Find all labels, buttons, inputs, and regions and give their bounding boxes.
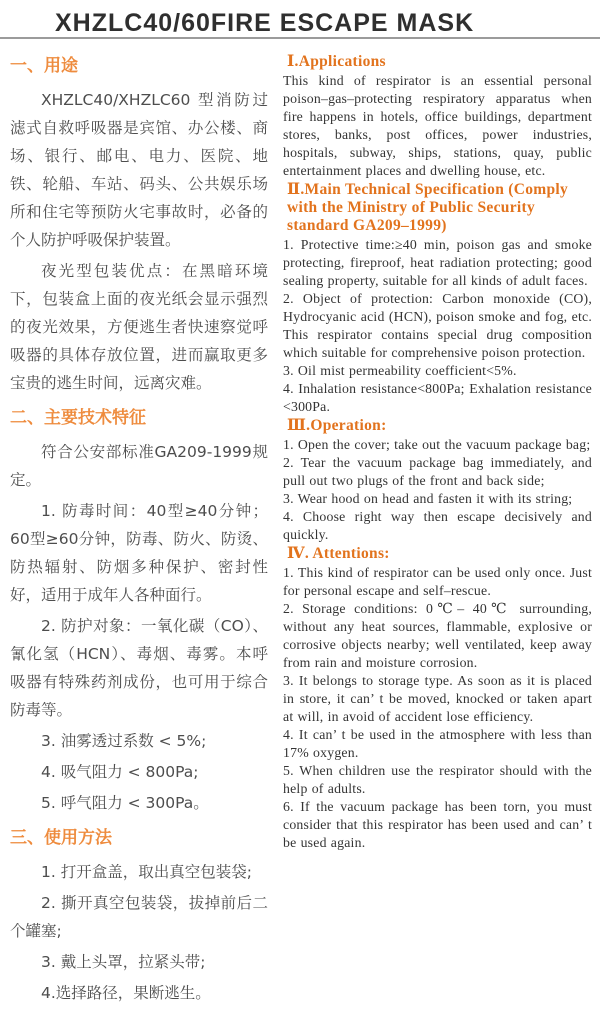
paragraph: 2. Object of protection: Carbon monoxide (CO), Hydrocyanic acid (HCN), poison smoke and fog, etc. This respirator contains special drug composition which suitable for comprehensive poison protection. (283, 291, 592, 360)
paragraph: 4. It can’ t be used in the atmosphere with less than 17% oxygen. (283, 727, 592, 760)
page-title: XHZLC40/60FIRE ESCAPE MASK (55, 9, 475, 37)
cn-section-specs (10, 407, 268, 817)
paragraph: 3. Oil mist permeability coefficient<5%. (283, 363, 517, 378)
paragraph: 2. 撕开真空包装袋，拔掉前后二个罐塞; (10, 894, 268, 940)
section-heading: Ⅳ. Attentions: (287, 545, 390, 562)
paragraph: 4. 吸气阻力 < 800Pa; (41, 763, 199, 781)
section-heading: Ⅲ.Operation: (287, 417, 387, 434)
document-header (0, 0, 600, 39)
cn-section-instructions (10, 827, 268, 1007)
paragraph: 6. If the vacuum package has been torn, you must consider that this respirator has been used and can’ t be used again. (283, 799, 592, 850)
en-section-attentions (283, 545, 592, 852)
section-heading: 二、主要技术特征 (10, 408, 146, 428)
paragraph: 1. 打开盒盖，取出真空包装袋; (41, 863, 252, 881)
paragraph: 3. 油雾透过系数 < 5%; (41, 732, 207, 750)
paragraph: 4. Choose right way then escape decisively and quickly. (283, 509, 592, 542)
section-heading: 一、用途 (10, 56, 78, 76)
paragraph: 5. 呼气阻力 < 300Pa。 (41, 794, 209, 812)
paragraph: 2. Storage conditions: 0℃– 40℃ surrounding, without any heat sources, flammable, explosive or corrosive objects nearby; well ventilated, keep away from rain and moisture corrosion. (283, 601, 592, 670)
paragraph: 4.选择路径，果断逃生。 (41, 984, 211, 1002)
paragraph: 2. 防护对象：一氧化碳（CO）、氰化氢（HCN）、毒烟、毒雾。本呼吸器有特殊药剂成份，也可用于综合防毒等。 (10, 617, 268, 719)
paragraph: 夜光型包装优点：在黑暗环境下，包装盒上面的夜光纸会显示强烈的夜光效果，方便逃生者快速察觉呼吸器的具体存放位置，进而赢取更多宝贵的逃生时间，远离灾难。 (10, 262, 268, 392)
paragraph: This kind of respirator is an essential personal poison–gas–protecting respiratory apparatus when fire happens in hotels, office buildings, department stores, banks, post offices, power industries, hospitals, subway, ships, stations, quay, public entertainment places and dwelling house, etc. (283, 73, 592, 178)
paragraph: 1. This kind of respirator can be used only once. Just for personal escape and self–rescue. (283, 565, 592, 598)
document-body (0, 39, 600, 1010)
en-section-operation (283, 417, 592, 544)
paragraph: 1. Protective time:≥40 min, poison gas and smoke protecting, fireproof, heat radiation protecting; good sealing property, suitable for all kinds of adult faces. (283, 237, 592, 288)
cn-section-usage (10, 55, 268, 397)
paragraph: 5. When children use the respirator should with the help of adults. (283, 763, 592, 796)
en-section-applications (283, 53, 592, 180)
paragraph: 2. Tear the vacuum package bag immediately, and pull out two plugs of the front and back side; (283, 455, 592, 488)
chinese-column (10, 53, 268, 1010)
paragraph: 1. 防毒时间：40型≥40分钟；60型≥60分钟，防毒、防火、防烫、防热辐射、防烟多种保护、密封性好，适用于成年人各种面行。 (10, 502, 268, 604)
paragraph: 3. It belongs to storage type. As soon as it is placed in store, it can’ t be moved, knocked or taken apart at will, in avoid of accident lose efficiency. (283, 673, 592, 724)
section-heading: Ⅰ.Applications (287, 53, 386, 70)
paragraph: 4. Inhalation resistance<800Pa; Exhalation resistance <300Pa. (283, 381, 592, 414)
section-heading: 三、使用方法 (10, 828, 112, 848)
paragraph: 符合公安部标准GA209-1999规定。 (10, 443, 268, 489)
paragraph: 1. Open the cover; take out the vacuum package bag; (283, 437, 591, 452)
en-section-specification (283, 181, 592, 416)
section-heading: Ⅱ.Main Technical Specification (Comply with the Ministry of Public Security standard GA209–1999) (287, 181, 569, 234)
paragraph: XHZLC40/XHZLC60 型消防过滤式自救呼吸器是宾馆、办公楼、商场、银行、邮电、电力、医院、地铁、轮船、车站、码头、公共娱乐场所和住宅等预防火宅事故时，必备的个人防护呼吸保护装置。 (10, 91, 268, 249)
english-column (283, 53, 592, 852)
paragraph: 3. 戴上头罩，拉紧头带; (41, 953, 206, 971)
paragraph: 3. Wear hood on head and fasten it with its string; (283, 491, 573, 506)
